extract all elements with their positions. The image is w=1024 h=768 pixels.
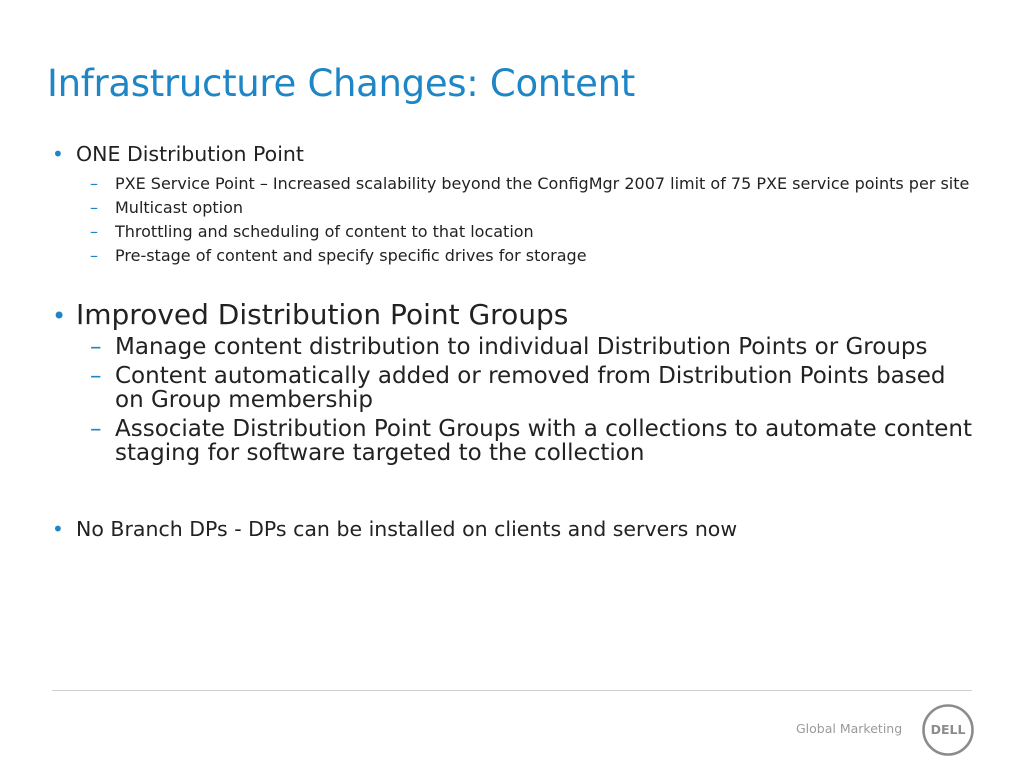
bullet-text: ONE Distribution Point <box>76 142 304 166</box>
bullet-improved-dp-groups <box>50 298 980 332</box>
sub-bullet-pre-stage <box>50 248 980 264</box>
sub-bullet-text: Content automatically added or removed from Distribution Points based on Group membership <box>115 363 946 413</box>
sub-bullet-content-auto-added <box>50 364 980 412</box>
sub-bullet-text: Pre-stage of content and specify specific drives for storage <box>115 246 587 265</box>
slide-content <box>50 140 980 543</box>
sub-bullet-marker: – <box>90 174 98 193</box>
sub-bullet-marker: – <box>90 363 102 389</box>
sub-bullet-manage-content <box>50 335 980 359</box>
footer-divider <box>52 690 972 691</box>
sub-bullet-text: PXE Service Point – Increased scalability beyond the ConfigMgr 2007 limit of 75 PXE service points per site <box>115 174 970 193</box>
sub-bullet-text: Associate Distribution Point Groups with a collections to automate content staging for software targeted to the collection <box>115 416 972 466</box>
sub-bullet-associate-groups <box>50 417 980 465</box>
bullet-marker: • <box>52 517 64 541</box>
bullet-no-branch-dps <box>50 515 980 543</box>
dell-logo-icon <box>921 703 975 757</box>
bullet-marker: • <box>52 302 67 330</box>
sub-bullet-marker: – <box>90 246 98 265</box>
sub-bullet-multicast <box>50 200 980 216</box>
bullet-marker: • <box>52 142 64 166</box>
sub-bullet-text: Throttling and scheduling of content to that location <box>115 222 534 241</box>
bullet-one-distribution-point <box>50 140 980 168</box>
sub-bullet-throttling <box>50 224 980 240</box>
sub-bullet-text: Manage content distribution to individual Distribution Points or Groups <box>115 334 928 360</box>
sub-bullet-pxe-service-point <box>50 176 980 192</box>
sub-bullet-marker: – <box>90 416 102 442</box>
sub-bullet-marker: – <box>90 198 98 217</box>
bullet-text: Improved Distribution Point Groups <box>76 298 569 331</box>
sub-bullet-text: Multicast option <box>115 198 243 217</box>
sub-bullet-marker: – <box>90 222 98 241</box>
footer-department: Global Marketing <box>796 721 903 736</box>
slide-title: Infrastructure Changes: Content <box>47 62 635 105</box>
sub-bullet-marker: – <box>90 334 102 360</box>
bullet-text: No Branch DPs - DPs can be installed on clients and servers now <box>76 517 738 541</box>
logo-text: DELL <box>930 722 966 737</box>
